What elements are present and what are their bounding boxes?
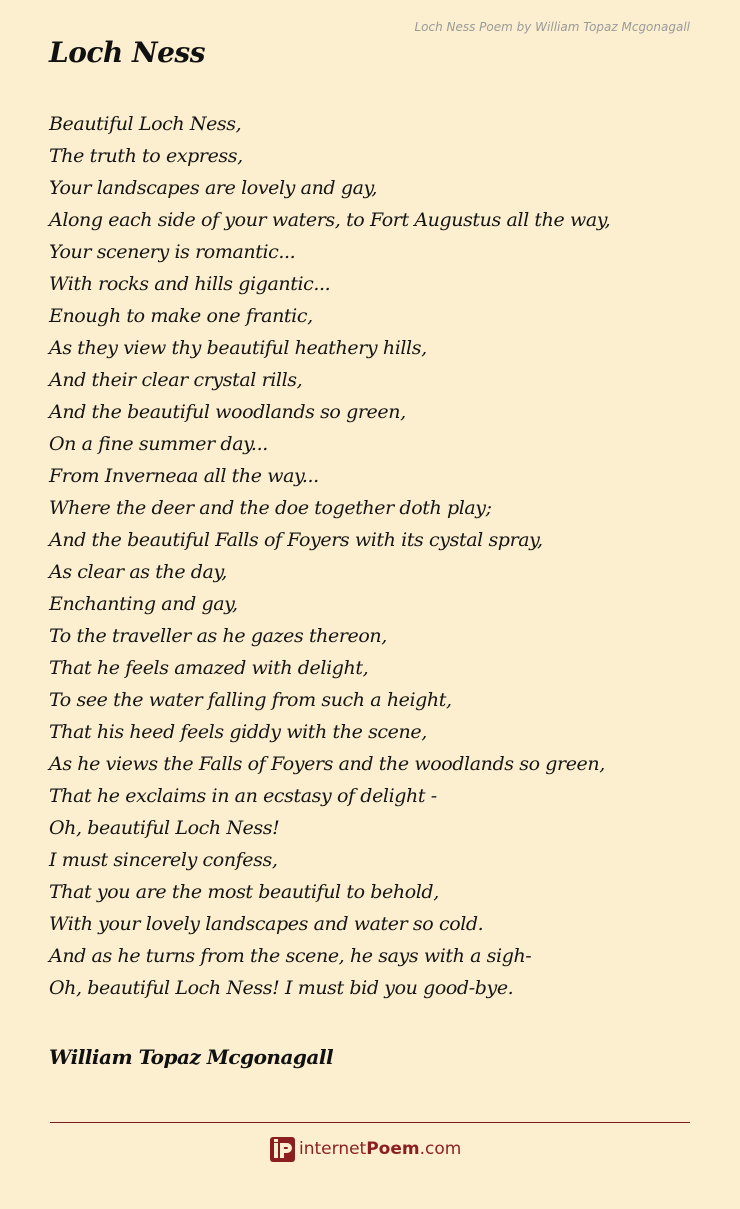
- poem-line: Along each side of your waters, to Fort Augustus all the way,: [49, 209, 611, 231]
- poem-line: And the beautiful Falls of Foyers with its cystal spray,: [49, 529, 543, 551]
- poem-line: Beautiful Loch Ness,: [49, 113, 242, 135]
- brand-name: [299, 1139, 461, 1159]
- poem-line: As they view thy beautiful heathery hills,: [49, 337, 427, 359]
- poem-line: That his heed feels giddy with the scene,: [49, 721, 427, 743]
- poem-line: I must sincerely confess,: [49, 849, 278, 871]
- internetpoem-brand-link[interactable]: [270, 1135, 461, 1163]
- poem-line: As clear as the day,: [49, 561, 227, 583]
- header-credit: Loch Ness Poem by William Topaz Mcgonagall: [414, 20, 690, 34]
- poem-body: [49, 108, 709, 1004]
- poem-line: Where the deer and the doe together doth play;: [49, 497, 492, 519]
- poem-author: William Topaz Mcgonagall: [49, 1045, 334, 1069]
- poem-line: Enough to make one frantic,: [49, 305, 313, 327]
- poem-line: To see the water falling from such a height,: [49, 689, 452, 711]
- poem-line: The truth to express,: [49, 145, 243, 167]
- poem-line: Your scenery is romantic...: [49, 241, 296, 263]
- poem-line: To the traveller as he gazes thereon,: [49, 625, 387, 647]
- footer-divider: [50, 1122, 690, 1123]
- poem-line: And the beautiful woodlands so green,: [49, 401, 406, 423]
- poem-line: From Inverneaa all the way...: [49, 465, 319, 487]
- ip-logo-icon: [270, 1137, 295, 1162]
- poem-line: Oh, beautiful Loch Ness!: [49, 817, 280, 839]
- poem-line: With rocks and hills gigantic...: [49, 273, 331, 295]
- poem-line: That he feels amazed with delight,: [49, 657, 369, 679]
- poem-line: With your lovely landscapes and water so cold.: [49, 913, 484, 935]
- poem-line: And their clear crystal rills,: [49, 369, 303, 391]
- brand-suffix: .com: [419, 1139, 462, 1159]
- brand-strong: Poem: [366, 1139, 420, 1159]
- brand-prefix: internet: [299, 1139, 367, 1159]
- poem-line: That he exclaims in an ecstasy of delight -: [49, 785, 437, 807]
- poem-line: Oh, beautiful Loch Ness! I must bid you good-bye.: [49, 977, 514, 999]
- poem-line: As he views the Falls of Foyers and the woodlands so green,: [49, 753, 605, 775]
- poem-line: Your landscapes are lovely and gay,: [49, 177, 377, 199]
- poem-line: On a fine summer day...: [49, 433, 268, 455]
- poem-line: And as he turns from the scene, he says with a sigh-: [49, 945, 532, 967]
- poem-title: Loch Ness: [49, 36, 205, 69]
- poem-line: That you are the most beautiful to behold,: [49, 881, 439, 903]
- poem-line: Enchanting and gay,: [49, 593, 238, 615]
